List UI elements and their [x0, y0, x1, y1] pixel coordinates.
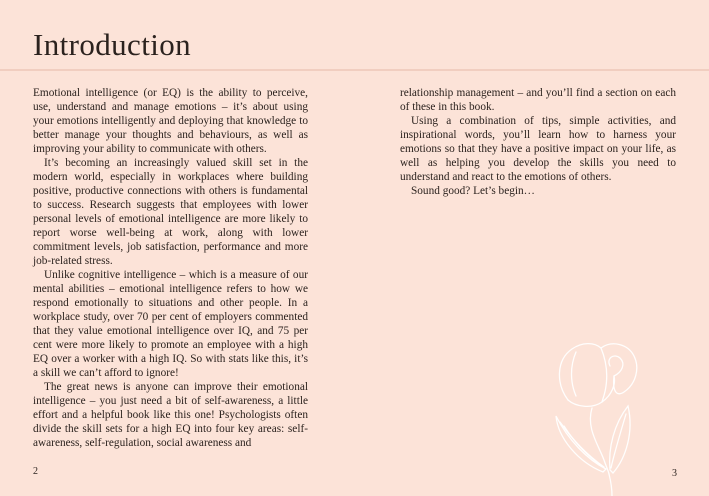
page-title: Introduction	[33, 27, 192, 62]
paragraph: relationship management – and you’ll find a section on each of these in this book.	[400, 87, 676, 113]
left-page-column	[33, 86, 308, 450]
paragraph: Using a combination of tips, simple activities, and inspirational words, you’ll learn how to harness your emotions so that they have a positive impact on your life, as well as helping you develop the skills you need to understand and react to the emotions of others.	[400, 115, 676, 183]
page-number-left: 2	[33, 466, 38, 477]
paragraph: Sound good? Let’s begin…	[411, 185, 535, 197]
paragraph: Unlike cognitive intelligence – which is a measure of our mental abilities – emotional intelligence refers to how we respond emotionally to situations and other people. In a workplace study, over 70 per cent of employers commented that they value emotional intelligence over IQ, and 75 per cent were more likely to promote an employee with a high EQ over a worker with a high IQ. So with stats like this, it’s a skill we can’t afford to ignore!	[33, 269, 308, 379]
title-divider	[0, 69, 709, 71]
right-page-column	[400, 86, 676, 198]
paragraph: It’s becoming an increasingly valued skill set in the modern world, especially in workplaces where building positive, productive connections with others is fundamental to success. Research suggests that employees with lower personal levels of emotional intelligence are more likely to report worse well-being at work, along with lower commitment levels, job satisfaction, performance and more job-related stress.	[33, 157, 308, 267]
flower-icon	[548, 336, 668, 496]
paragraph: Emotional intelligence (or EQ) is the ability to perceive, use, understand and manage emotions – it’s about using your emotions intelligently and deploying that knowledge to better manage your thoughts and behaviours, as well as improving your ability to communicate with others.	[33, 87, 308, 155]
paragraph: The great news is anyone can improve their emotional intelligence – you just need a bit of self-awareness, a little effort and a helpful book like this one! Psychologists often divide the skill sets for a high EQ into four key areas: self-awareness, self-regulation, social awareness and	[33, 381, 308, 449]
page-number-right: 3	[672, 468, 677, 479]
